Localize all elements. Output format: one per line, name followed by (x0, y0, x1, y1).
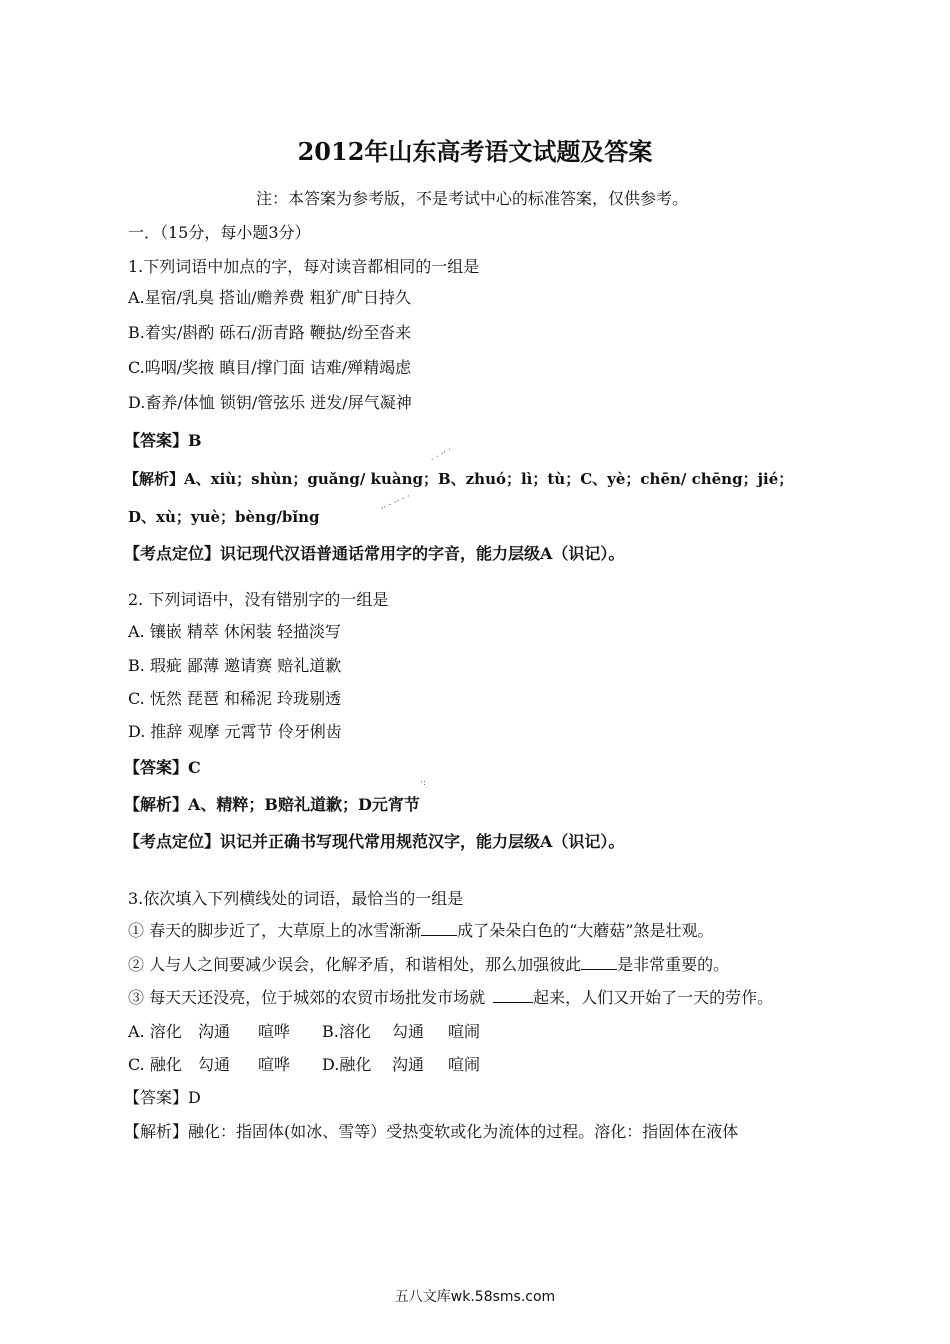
fill-blank (581, 954, 617, 970)
q3-option-a-word2: 沟通 (198, 1022, 231, 1041)
q3-s3-before: ③ 每天天还没亮，位于城郊的农贸市场批发市场就 (128, 988, 486, 1007)
q3-s1-before: ① 春天的脚步近了，大草原上的冰雪渐渐 (128, 921, 422, 940)
q1-option-b: B.着实/斟酌 砾石/沥青路 鞭挞/纷至沓来 (128, 323, 412, 342)
q3-option-b-word2: 勾通 (392, 1022, 425, 1041)
q3-option-d-word2: 沟通 (392, 1055, 425, 1074)
q3-stem: 3.依次填入下列横线处的词语，最恰当的一组是 (128, 889, 464, 908)
fill-blank (421, 920, 457, 936)
q1-answer: 【答案】B (124, 431, 202, 450)
q1-stem: 1.下列词语中加点的字，每对读音都相同的一组是 (128, 257, 480, 276)
q2-option-a: A. 镶嵌 精萃 休闲装 轻描淡写 (128, 622, 341, 641)
q3-s3-after: 起来，人们又开始了一天的劳作。 (533, 988, 774, 1007)
q3-sentence-3 (128, 987, 773, 1009)
scan-noise-mark: · · ·· · (429, 444, 454, 466)
q1-option-c: C.呜咽/奖掖 瞋目/撑门面 诘难/殚精竭虑 (128, 358, 412, 377)
q1-point: 【考点定位】识记现代汉语普通话常用字的字音，能力层级A（识记）。 (124, 544, 625, 563)
q3-s2-after: 是非常重要的。 (617, 955, 730, 974)
q1-option-a: A.星宿/乳臭 搭讪/赡养费 粗犷/旷日持久 (128, 288, 411, 307)
q3-sentence-1 (128, 920, 713, 942)
q2-stem: 2. 下列词语中，没有错别字的一组是 (128, 590, 389, 609)
q3-options-row-1 (128, 1021, 480, 1043)
q1-analysis-line2: D、xù；yuè；bèng/bǐng (128, 508, 320, 526)
q2-option-d: D. 推辞 观摩 元霄节 伶牙俐齿 (128, 722, 342, 741)
page-title: 2012年山东高考语文试题及答案 (297, 137, 653, 166)
q2-option-b: B. 瑕疵 鄙薄 邀请赛 赔礼道歉 (128, 656, 342, 675)
fill-blank (493, 987, 533, 1003)
q2-point: 【考点定位】识记并正确书写现代常用规范汉字，能力层级A（识记）。 (124, 832, 625, 851)
q3-s1-after: 成了朵朵白色的“大蘑菇”煞是壮观。 (457, 921, 714, 940)
q3-option-d-word1: D.融化 (322, 1055, 372, 1074)
section-heading: 一．（15分，每小题3分） (128, 223, 311, 242)
q3-option-a-word3: 喧哗 (258, 1022, 291, 1041)
q3-option-b-word1: B.溶化 (322, 1022, 371, 1041)
q3-option-c-word3: 喧哗 (258, 1055, 291, 1074)
q3-option-d-word3: 喧闹 (448, 1055, 481, 1074)
q3-option-c-word1: C. 融化 (128, 1055, 182, 1074)
q3-option-b-word3: 喧闹 (448, 1022, 481, 1041)
disclaimer-note: 注：本答案为参考版，不是考试中心的标准答案，仅供参考。 (256, 189, 689, 208)
scan-noise-mark: ·· · ·· · · (379, 491, 413, 515)
q1-option-d: D.畜养/体恤 锁钥/管弦乐 迸发/屏气凝神 (128, 393, 412, 412)
q2-option-c: C. 怃然 琵琶 和稀泥 玲珑剔透 (128, 689, 342, 708)
scan-noise-mark: ·: (420, 778, 426, 788)
q2-analysis: 【解析】A、精粹；B赔礼道歉；D元宵节 (124, 795, 420, 814)
q3-s2-before: ② 人与人之间要减少误会，化解矛盾，和谐相处，那么加强彼此 (128, 955, 582, 974)
q3-analysis: 【解析】融化：指固体(如冰、雪等）受热变软或化为流体的过程。溶化：指固体在液体 (124, 1122, 739, 1141)
page-footer: 五八文库wk.58sms.com (394, 1289, 556, 1305)
q3-options-row-2 (128, 1054, 480, 1076)
q3-sentence-2 (128, 954, 729, 976)
q2-answer: 【答案】C (124, 758, 201, 777)
q3-option-a-word1: A. 溶化 (128, 1022, 182, 1041)
q1-analysis-line1: 【解析】A、xiù；shùn；guǎng/ kuàng；B、zhuó；lì；tù；C、yè；chēn/ chēng；jié； (124, 470, 794, 488)
q3-answer: 【答案】D (124, 1088, 201, 1107)
q3-option-c-word2: 勾通 (198, 1055, 231, 1074)
